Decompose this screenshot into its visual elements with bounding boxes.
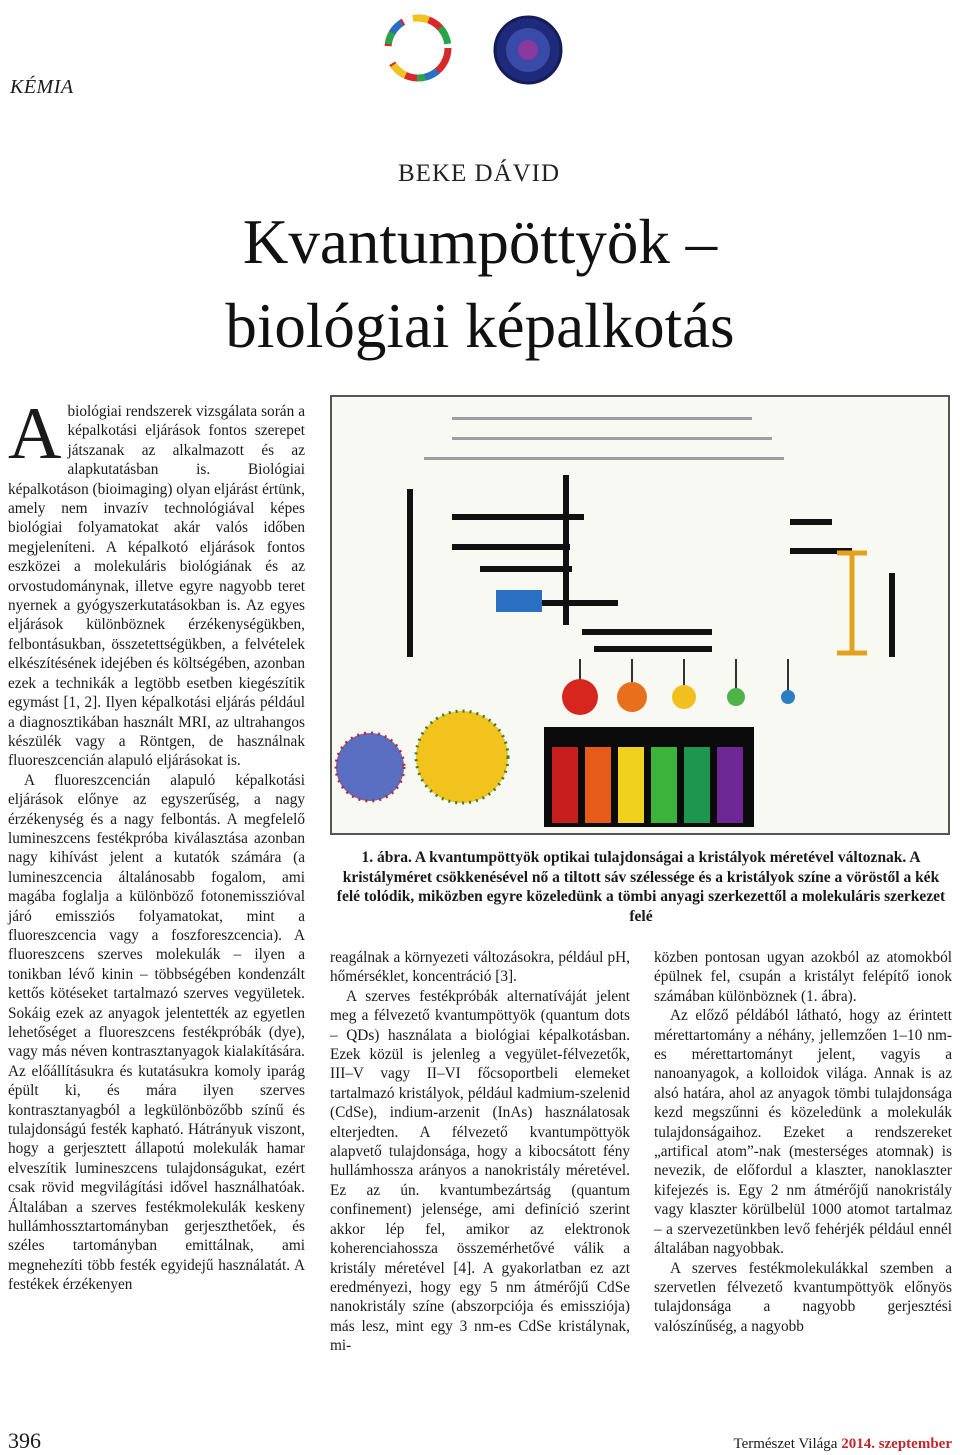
vial: [552, 747, 578, 823]
text-column-3: [654, 948, 952, 1336]
quantum-dot: [727, 688, 745, 706]
quantum-dot: [617, 682, 647, 712]
text-column-2: [330, 948, 630, 1356]
vial: [618, 747, 644, 823]
figure-1: [330, 395, 950, 835]
paragraph: A fluoreszcencián alapuló képalkotási eljárások előnye az egyszerűség, a nagy érzékenység és a nagy felbontás. A megfelelő lumineszcens festékpróba kiválasztása azonban nagy kihívást jelent a kutatók számára (a lumineszcencia általánosabb fogalom, ami magába foglalja a különböző fotonemisszióval járó emissziós folyamatokat, mint a fluoreszcencia vagy a foszforeszcencia). A fluoreszcens szerves molekulák – ilyen a tonikban lévő kinin – többségében kondenzált kettős kötéseket tartalmazó szerves vegyületek. Sokáig ezek az anyagok jelentették az egyetlen lehetőséget a fluoreszcens festékpróbák (dye), vagy más néven kontrasztanyagok kialakítására. Az előállításukra és kutatásukra komoly iparág épült ki, és mára ilyen szerves kontrasztanyagból a legkülönbözőbb színű és tulajdonságú festék kapható. Hátrányuk viszont, hogy a gerjesztett állapotú molekulák hamar elveszítik lumineszcens tulajdonságukat, ezért csak rövid megvilágítási idővel használhatóak. Általában a szerves festékmolekulák keskeny hullámhossztartományban gerjeszthetőek, és széles tartományban emittálnak, ami megnehezíti több festék egyidejű használatát. A festékek érzékenyen: [8, 771, 305, 1294]
page-number: 396: [8, 1428, 41, 1453]
title-line-2: biológiai képalkotás: [225, 291, 735, 361]
logos-image: [378, 8, 578, 92]
author-name: BEKE DÁVID: [398, 160, 561, 187]
paragraph-text: biológiai rendszerek vizsgálata során a képalkotási eljárások fontos szerepet játszanak az alkalmazott és az alapkutatásban is. Biológiai képalkotáson (bioimaging) olyan eljárást értünk, amely nem invazív technológiával képes biológiai folyamatokat akár valós időben megjeleníteni. A képalkotó eljárások fontos eszközei a molekuláris biológiának és az orvostudománynak, illetve egyre nagyobb teret nyernek a gyógyszerkutatásokban is. Az egyes eljárások különböznek érzékenységükben, felbontásukban, összetettségükben, a felvételek elkészítésének idejében és költségében, azonban ezek a technikák a legtöbb esetben kiegészítik egymást [1, 2]. Ilyen képalkotási eljárás például a diagnosztikában használt MRI, az ultrahangos készülék vagy a Röntgen, de használnak fluoreszcencián alapuló eljárásokat is.: [8, 403, 305, 770]
paragraph: reagálnak a környezeti változásokra, például pH, hőmérséklet, koncentráció [3].: [330, 949, 630, 986]
issue-date: 2014. szeptember: [841, 1436, 952, 1452]
quantum-dot-figure: [332, 397, 948, 833]
vial: [651, 747, 677, 823]
seal-logo: [494, 16, 562, 84]
title-line-1: Kvantumpöttyök –: [242, 207, 718, 277]
article-title: [170, 200, 790, 368]
section-label: KÉMIA: [10, 76, 74, 98]
paragraph: A szerves festékpróbák alternatíváját jelent meg a félvezető kvantumpöttyök (quantum dots – QDs) használata a biológiai képalkotásban. Ezek közül is jelenleg a vegyület-félvezetők, III–V vagy II–VI főcsoportbeli elemeket tartalmazó kristályok, például kadmium-szelenid (CdSe), indium-arzenit (InAs) használatosak elterjedten. A félvezető kvantumpöttyök alapvető tulajdonsága, hogy a kibocsátott fény hullámhossza arányos a nanokristály méretével. Ez az ún. kvantumbezártság (quantum confinement) jelensége, ami definíció szerint akkor lép fel, amikor az elektronok koherenciahossza összemérhetővé válik a kristály méretével [4]. A gyakorlatban ez azt eredményezi, hogy egy 5 nm átmérőjű CdSe nanokristály színe (abszorpciója és emissziója) más lesz, mint egy 3 nm-es CdSe kristálynak, mi-: [330, 987, 630, 1355]
quantum-dot: [672, 685, 696, 709]
logo-group: [378, 8, 578, 92]
colored-vials: [544, 727, 754, 827]
figure-caption: 1. ábra. A kvantumpöttyök optikai tulajdonságai a kristályok méretével változnak. A kristályméret csökkenésével nő a tiltott sáv szélessége és a kristályok színe a vöröstől a kék felé tolódik, miközben egyre közeledünk a tömbi anyagi szerkezettől a molekuláris szerkezet felé: [336, 849, 946, 925]
quantum-dot: [781, 690, 795, 704]
blue-label-box: [496, 590, 542, 612]
paragraph: A szerves festékmolekulákkal szemben a szervetlen félvezető kvantumpöttyök előnyös tulajdonsága a nagyobb gerjesztési valószínűség, a nagyobb: [654, 1259, 952, 1335]
vial: [684, 747, 710, 823]
vial: [585, 747, 611, 823]
quantum-dot: [562, 679, 598, 715]
paragraph: közben pontosan ugyan azokból az atomokból épülnek fel, csupán a kristályt felépítő ionok számában különböznek (1. ábra).: [654, 949, 952, 1005]
paragraph: [8, 393, 305, 771]
paragraph: Az előző példából látható, hogy az érintett mérettartomány a néhány, jellemzően 1–10 nm-es mérettartományt jelent, vagyis a nanoanyagok, a kolloidok világa. Annak is az alsó határa, ahol az anyagok tömbi tulajdonsága kezd megszűnni és közeledünk a molekulák tulajdonságaihoz. Ezeket a rendszereket „artifical atom”-nak (mesterséges atomnak) is nevezik, de előfordul a klaszter, nanoklaszter kifejezés is. Egy 2 nm átmérőjű nanokristály vagy klaszter körülbelül 1000 atomot tartalmaz – a szervezetünkben levő fehérjék például ennél általában nagyobbak.: [654, 1007, 952, 1258]
drop-cap: A: [8, 393, 62, 475]
ring-logo: [388, 18, 448, 78]
magazine-name: Természet Világa: [733, 1436, 838, 1452]
text-column-1: [8, 393, 305, 1295]
vial: [717, 747, 743, 823]
footer-publication: [733, 1436, 952, 1453]
